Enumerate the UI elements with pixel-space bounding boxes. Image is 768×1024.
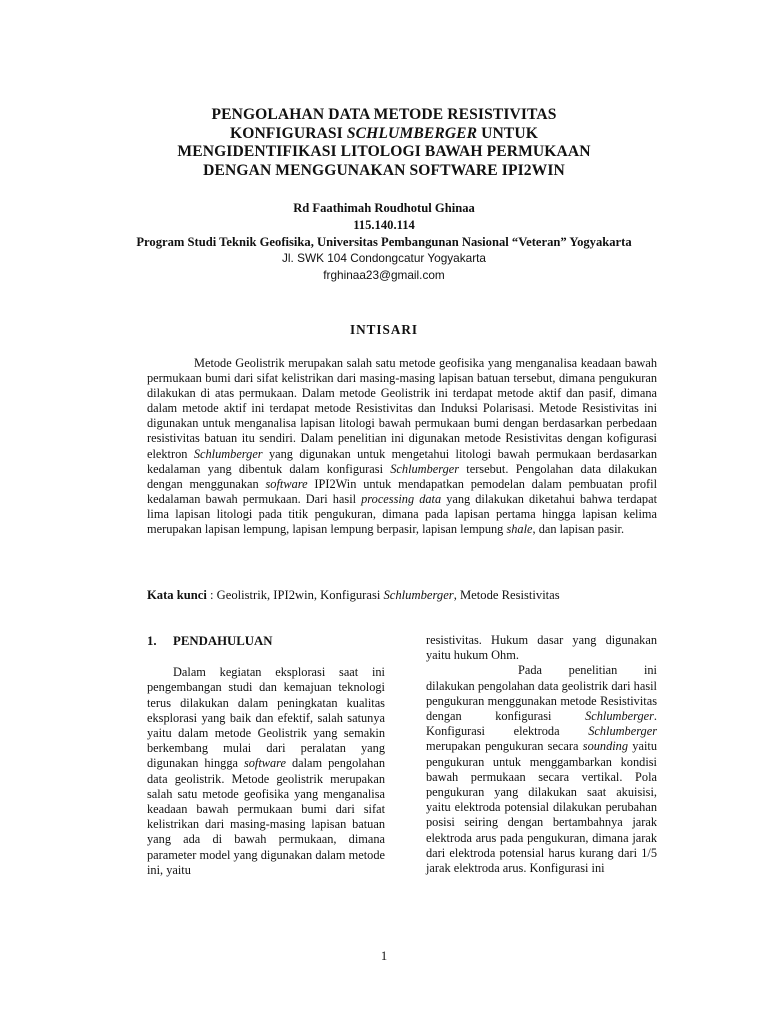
- text-run: Metode Geolistrik merupakan salah satu metode geofisika yang menganalisa keadaan bawah permukaan bumi dari sifat kelistrikan dari masing-masing lapisan batuan tersebut, dimana pengukuran dilakukan di atas permukaan. Dalam metode Geolistrik ini terdapat metode aktif dan pasif, dimana dalam metode aktif ini terdapat metode Resistivitas dan Induksi Polarisasi. Metode Resistivitas ini digunakan untuk menganalisa lapisan litologi bawah permukaan bumi dengan berdasarkan perbedaan resistivitas batuan itu sendiri. Dalam penelitian ini digunakan metode Resistivitas dengan kofigurasi elektron: [147, 356, 657, 461]
- title-line: DENGAN MENGGUNAKAN SOFTWARE IPI2WIN: [203, 161, 565, 179]
- abstract-body: [147, 356, 657, 537]
- page-number: 1: [380, 949, 388, 963]
- title-line: [110, 125, 658, 144]
- italic-run: software: [265, 476, 308, 491]
- text-run: yang digunakan untuk mengetahui litologi bawah permukaan berdasarkan kedalaman yang dibentuk dalam konfigurasi: [147, 446, 657, 476]
- keywords-label: Kata kunci: [147, 588, 207, 602]
- section-number: 1.: [147, 634, 157, 648]
- affiliation: Program Studi Teknik Geofisika, Universitas Pembangunan Nasional “Veteran” Yogyakarta: [136, 234, 632, 249]
- text-run: yaitu pengukuran untuk menggambarkan kondisi bawah permukaan secara vertikal. Pola pengukuran yang dilakukan saat akuisisi, yaitu elektroda potensial dilakukan perubahan posisi seiring dengan bertambahnya jarak elektroda arus pada pengukuran, dimana jarak dari elektroda potensial harus kurang dari 1/5 jarak elektroda arus. Konfigurasi ini: [426, 739, 657, 876]
- body-paragraph: [426, 663, 657, 876]
- author-block: [120, 200, 648, 284]
- italic-run: software: [243, 756, 287, 771]
- paper-title: [110, 106, 658, 180]
- italic-run: shale: [506, 522, 533, 537]
- text-run: , Metode Resistivitas: [453, 588, 560, 602]
- title-line: PENGOLAHAN DATA METODE RESISTIVITAS: [211, 106, 557, 123]
- title-text: UNTUK: [477, 124, 539, 142]
- italic-run: sounding: [582, 739, 629, 754]
- italic-run: Schlumberger: [588, 724, 657, 739]
- text-run: . Konfigurasi elektroda: [426, 709, 657, 739]
- address: Jl. SWK 104 Condongcatur Yogyakarta: [282, 251, 486, 266]
- right-column: [426, 633, 657, 876]
- title-line: MENGIDENTIFIKASI LITOLOGI BAWAH PERMUKAAN: [177, 143, 591, 161]
- keywords-line: [147, 587, 667, 603]
- italic-run: Schlumberger: [383, 588, 454, 602]
- body-paragraph: [147, 665, 385, 878]
- italic-run: Schlumberger: [390, 461, 460, 476]
- text-run: Dalam kegiatan eksplorasi saat ini pengembangan studi dan kemajuan teknologi terus dilakukan dalam peningkatan kualitas eksplorasi yang baik dan efektif, salah satunya yaitu dalam metode Geolistrik yang semakin berkembang mulai dari peralatan yang digunakan hingga: [147, 665, 385, 771]
- section-heading: [147, 634, 385, 649]
- student-id: 115.140.114: [353, 217, 415, 232]
- italic-run: processing data: [361, 491, 442, 506]
- section-title: PENDAHULUAN: [173, 634, 273, 648]
- abstract-paragraph: [147, 356, 657, 537]
- text-run: dalam pengolahan data geolistrik. Metode geolistrik merupakan salah satu metode geofisika yang menganalisa keadaan bawah permukaan bumi dari sifat kelistrikan dari masing-masing lapisan batuan yang ada di bawah permukaan, dimana parameter model yang digunakan dalam metode ini, yaitu: [147, 756, 385, 877]
- italic-run: Schlumberger: [193, 446, 263, 461]
- left-column: [147, 634, 385, 878]
- text-run: Pada penelitian ini dilakukan pengolahan data geolistrik dari hasil pengukuran menggunakan metode Resistivitas dengan konfigurasi: [426, 663, 657, 724]
- text-run: merupakan pengukuran secara: [426, 739, 583, 754]
- title-text: KONFIGURASI: [229, 124, 347, 142]
- text-run: tersebut. Pengolahan data dilakukan dengan menggunakan: [147, 461, 657, 491]
- text-run: IPI2Win untuk mendapatkan pemodelan dalam pembuatan profil kedalaman bawah permukaan. Dari hasil: [147, 476, 658, 506]
- text-run: , dan lapisan pasir.: [532, 522, 625, 537]
- title-italic-text: SCHLUMBERGER: [346, 124, 478, 142]
- abstract-heading: INTISARI: [349, 322, 419, 337]
- email: frghinaa23@gmail.com: [323, 268, 445, 283]
- author-name: Rd Faathimah Roudhotul Ghinaa: [293, 201, 475, 215]
- text-run: yang dilakukan diketahui bahwa terdapat lima lapisan litologi pada titik pengukuran, dimana pada lapisan pertama hingga lapisan kelima merupakan lapisan lempung, lapisan lempung berpasir, lapisan lempung: [147, 491, 657, 537]
- text-run: : Geolistrik, IPI2win, Konfigurasi: [206, 588, 384, 602]
- body-paragraph: resistivitas. Hukum dasar yang digunakan yaitu hukum Ohm.: [426, 633, 657, 663]
- italic-run: Schlumberger: [585, 709, 654, 724]
